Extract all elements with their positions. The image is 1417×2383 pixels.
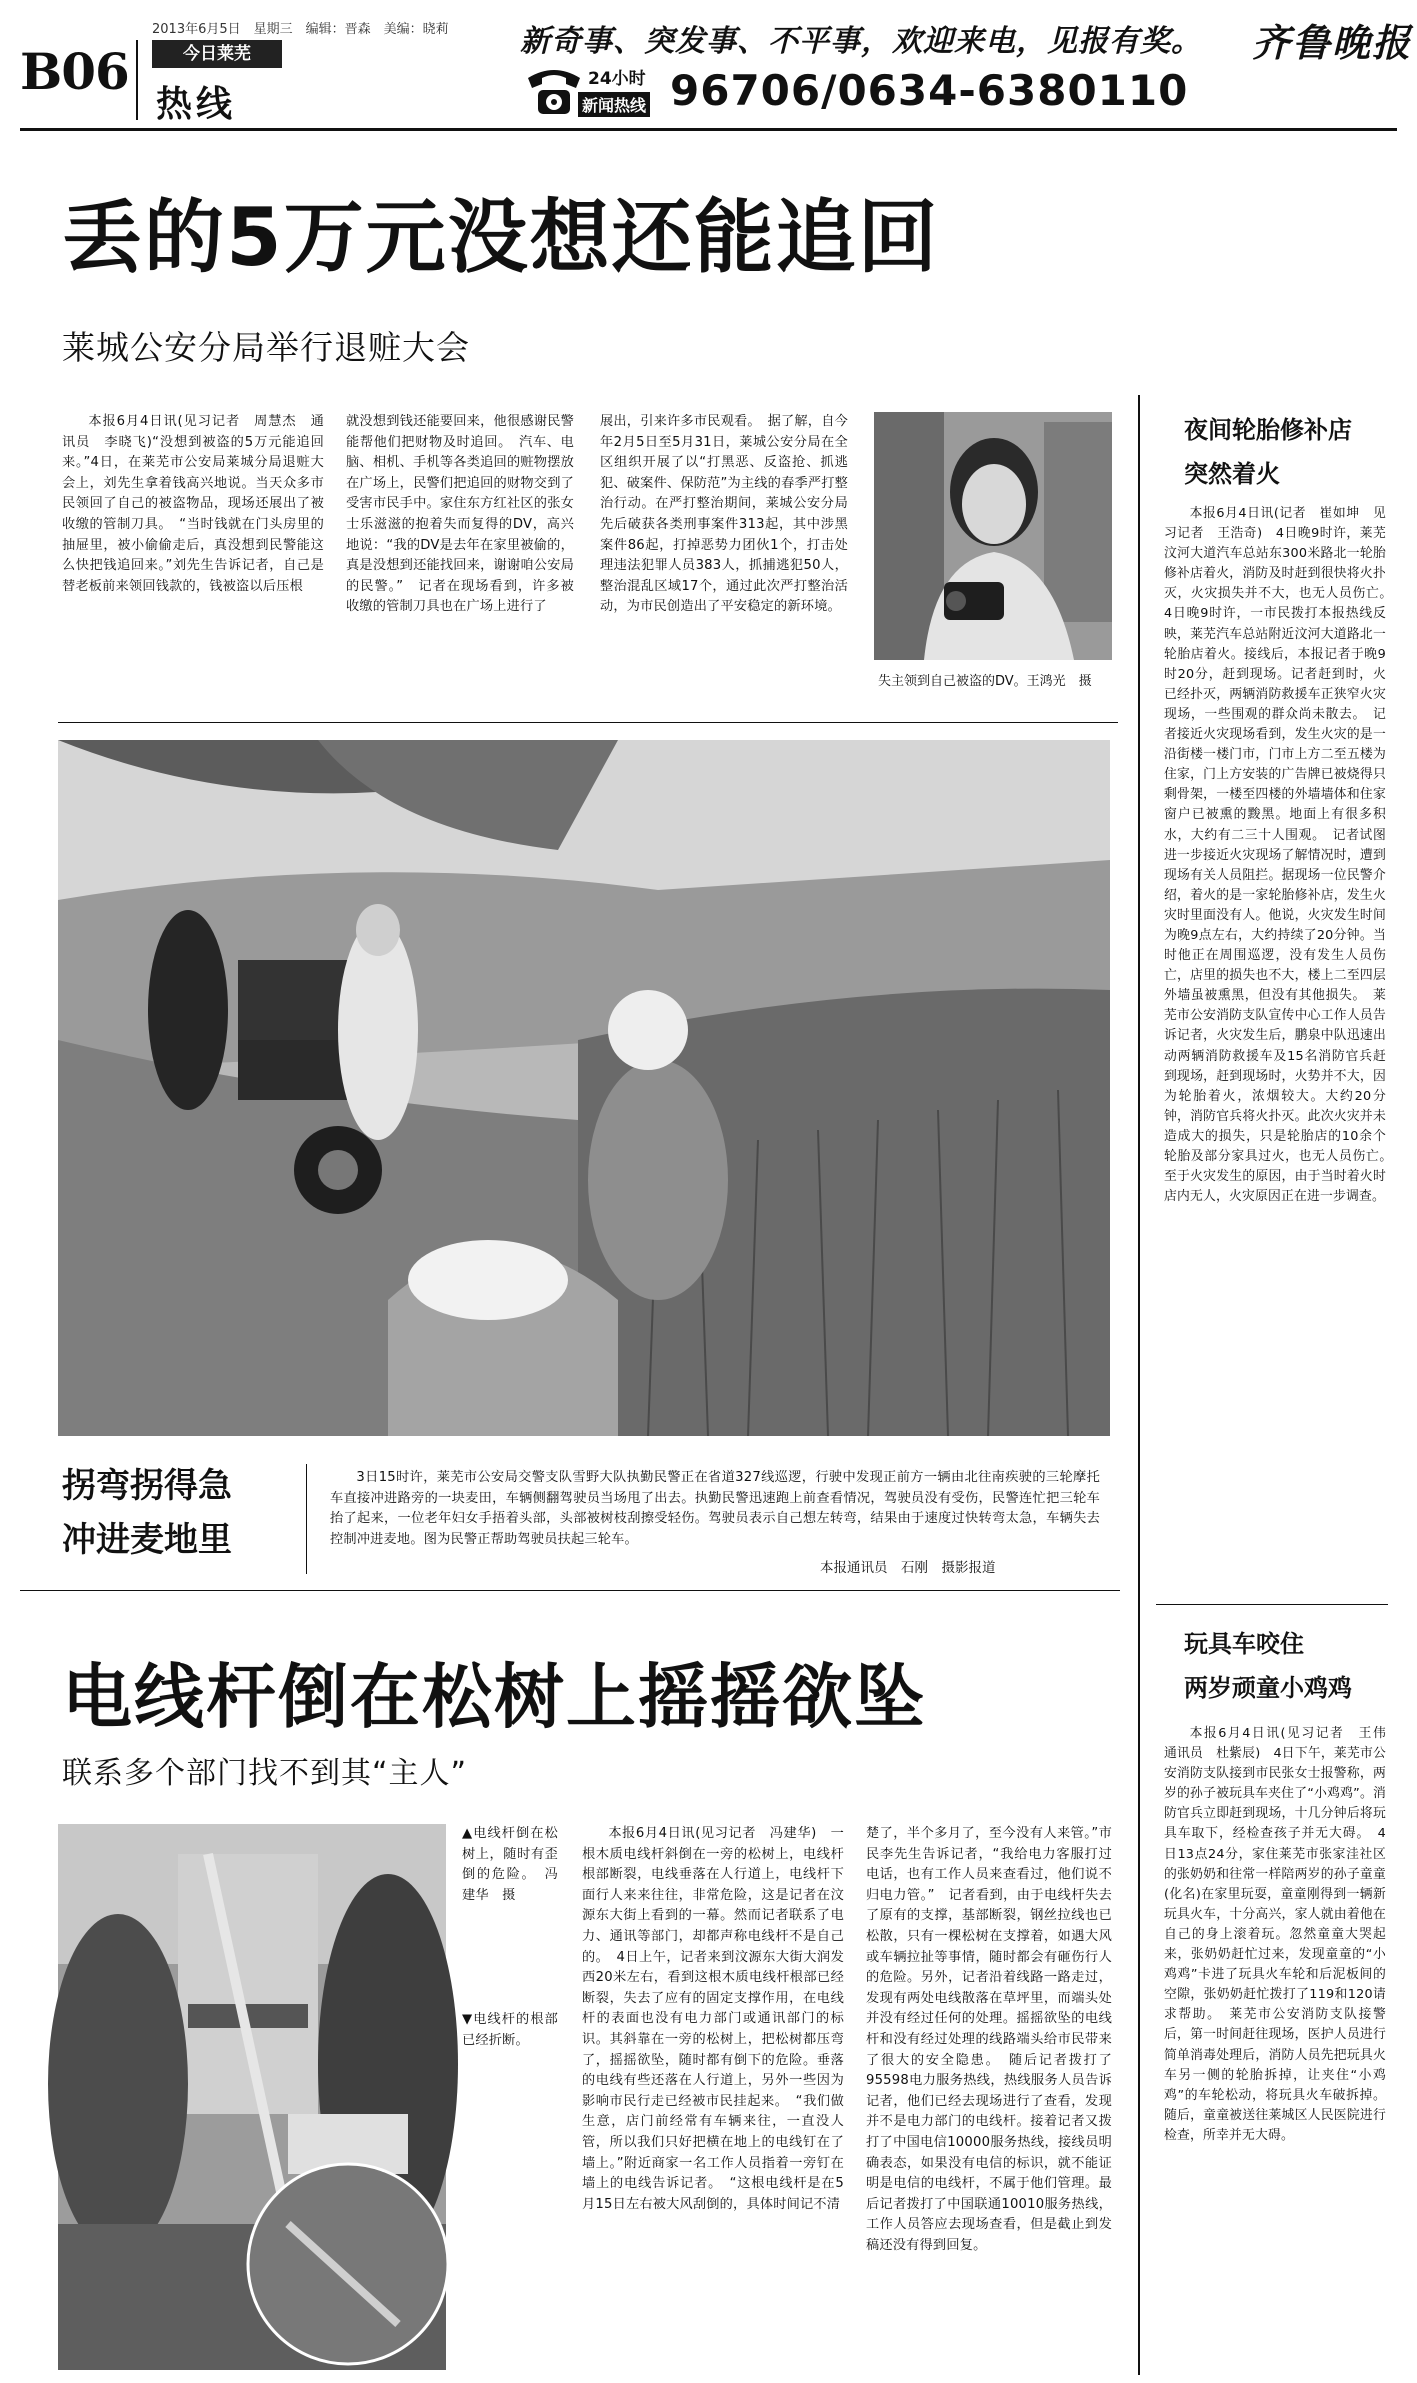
story2-photo-caption-2-text: ▼电线杆的根部已经折断。 — [462, 2012, 558, 2048]
story1-photo-caption: 失主领到自己被盗的DV。王鸿光 摄 — [878, 674, 1092, 689]
story1-col2-text: 就没想到钱还能要回来，他很感谢民警能帮他们把财物及时追回。 汽车、电脑、相机、手机等各类追回的赃物摆放在广场上，民警们把追回的财物交到了受害市民手中。家住东方红社区的张女士乐滋滋的抱着失而复得的DV，高兴地说：“我的DV是去年在家里被偷的，真是没想到还能找回来，谢谢咱公安局的民警。” 记者在现场看到，许多被收缴的管制刀具也在广场上进行了 — [346, 414, 574, 615]
story1-photo — [874, 412, 1112, 660]
story2-col2-text: 楚了，半个多月了，至今没有人来管。”市民李先生告诉记者，“我给电力客服打过电话，也有工作人员来查看过，他们说不归电力管。” 记者看到，由于电线杆失去了原有的支撑，基部断裂，钢丝拉线也已松散，只有一棵松树在支撑着，如遇大风或车辆拉扯等事情，随时都会有砸伤行人的危险。另外，记者沿着线路一路走过，发现有两处电线散落在草坪里，而端头处并没有经过任何的处理。摇摇欲坠的电线杆和没有经过处理的线路端头给市民带来了很大的安全隐患。 随后记者拨打了95598电力服务热线，热线服务人员告诉记者，他们已经去现场进行了查看，发现并不是电力部门的电线杆。接着记者又拨打了中国电信10000服务热线，接线员明确表态，如果没有电信的标识，就不能证明是电信的电线杆，不属于他们管理。最后记者拨打了中国联通10010服务热线，工作人员答应去现场查看，但是截止到发稿还没有得到回复。 — [866, 1826, 1112, 2253]
telephone-icon — [522, 60, 586, 120]
story2-column-2 — [866, 1824, 1112, 2380]
story2-subhead: 联系多个部门找不到其“主人” — [62, 1756, 468, 1791]
hotline-label-1: 24小时 — [588, 69, 646, 89]
hotline-number: 96706/0634-6380110 — [670, 66, 1189, 115]
story2-headline: 电线杆倒在松树上摇摇欲坠 — [62, 1656, 926, 1738]
header-divider — [136, 40, 138, 120]
section-name: 热线 — [156, 84, 237, 125]
story2-photo-caption-2 — [462, 2010, 558, 2090]
sidebar2-body — [1164, 1724, 1399, 2374]
date-line: 2013年6月5日 星期三 编辑：晋森 美编：晓莉 — [152, 22, 449, 37]
story2-photo-caption-1 — [462, 1824, 558, 1984]
photo-story-divider — [306, 1464, 307, 1574]
masthead-logo: 齐鲁晚报 — [1252, 20, 1413, 65]
sidebar2-headline-2: 两岁顽童小鸡鸡 — [1184, 1674, 1352, 1702]
sidebar1-headline-2: 突然着火 — [1184, 460, 1280, 488]
slogan: 新奇事、突发事、不平事，欢迎来电，见报有奖。 — [520, 24, 1202, 59]
sidebar1-body — [1164, 504, 1399, 1564]
photo-story-caption-text: 3日15时许，莱芜市公安局交警支队雪野大队执勤民警正在省道327线巡逻，行驶中发现正前方一辆由北往南疾驶的三轮摩托车直接冲进路旁的一块麦田，车辆侧翻驾驶员当场甩了出去。执勤民警迅速跑上前查看情况，驾驶员没有受伤，民警连忙把三轮车抬了起来，一位老年妇女手捂着头部，头部被树枝刮擦受轻伤。驾驶员表示自己想左转弯，结果由于速度过快转弯太急，车辆失去控制冲进麦地。图为民警正帮助驾驶员扶起三轮车。 — [330, 1470, 1100, 1547]
story1-subhead: 莱城公安分局举行退赃大会 — [62, 328, 470, 367]
section-tag: 今日莱芜 — [152, 40, 282, 68]
photo-story-caption — [330, 1468, 1100, 1552]
photo-story-title-1: 拐弯拐得急 — [62, 1466, 232, 1506]
story1-column-2 — [346, 412, 574, 727]
story2-photo-caption-1-text: ▲电线杆倒在松树上，随时有歪倒的危险。 冯建华 摄 — [462, 1826, 558, 1903]
sidebar1-body-text: 本报6月4日讯(记者 崔如坤 见习记者 王浩奇) 4日晚9时许，莱芜汶河大道汽车总站东300米路北一轮胎修补店着火，消防及时赶到很快将火扑灭，火灾损失并不大，也无人员伤亡。 4日晚9时许，一市民拨打本报热线反映，莱芜汽车总站附近汶河大道路北一轮胎店着火。接线后，本报记者于晚9时20分，赶到现场。记者赶到时，火已经扑灭，两辆消防救援车正狭窄火灾现场，一些围观的群众尚未散去。 记者接近火灾现场看到，发生火灾的是一沿街楼一楼门市，门市上方二至五楼为住家，门上方安装的广告牌已被烧得只剩骨架，一楼至四楼的外墙墙体和住家窗户已被熏的黢黑。地面上有很多积水，大约有二三十人围观。 记者试图进一步接近火灾现场了解情况时，遭到现场有关人员阻拦。据现场一位民警介绍，着火的是一家轮胎修补店，发生火灾时里面没有人。他说，火灾发生时间为晚9点左右，大约持续了20分钟。当时他正在周围巡逻，没有发生人员伤亡，店里的损失也不大，楼上二至四层外墙虽被熏黑，但没有其他损失。 莱芜市公安消防支队宣传中心工作人员告诉记者，火灾发生后，鹏泉中队迅速出动两辆消防救援车及15名消防官兵赶到现场，赶到现场时，火势并不大，因为轮胎着火，浓烟较大。大约20分钟，消防官兵将火扑灭。此次火灾并未造成大的损失，只是轮胎店的10余个轮胎及部分家具过火，也无人员伤亡。 至于火灾发生的原因，由于当时着火时店内无人，火灾原因正在进一步调查。 — [1164, 506, 1399, 1205]
sidebar-rule — [1156, 1604, 1388, 1605]
sidebar1-headline-1: 夜间轮胎修补店 — [1184, 416, 1352, 444]
story2-column-1 — [582, 1824, 844, 2380]
story1-column-3 — [600, 412, 848, 727]
sidebar-divider — [1138, 395, 1140, 2375]
story1-headline: 丢的5万元没想还能追回 — [62, 191, 940, 284]
story2-col1-text: 本报6月4日讯(见习记者 冯建华) 一根木质电线杆斜倒在一旁的松树上，电线杆根部断裂，电线垂落在人行道上，电线杆下面行人来来往往，非常危险，这是记者在汶源东大街上看到的一幕。然而记者联系了电力、通讯等部门，却都声称电线杆不是自己的。 4日上午，记者来到汶源东大街大润发西20米左右，看到这根木质电线杆根部已经断裂，失去了应有的固定支撑作用，在电线杆的表面也没有电力部门或通讯部门的标识。其斜靠在一旁的松树上，把松树都压弯了，摇摇欲坠，随时都有倒下的危险。垂落的电线有些还落在人行道上，另外一些因为影响市民行走已经被市民挂起来。 “我们做生意，店门前经常有车辆来往，一直没人管，所以我们只好把横在地上的电线钉在了墙上。”附近商家一名工作人员指着一旁钉在墙上的电线告诉记者。 “这根电线杆是在5月15日左右被大风刮倒的，具体时间记不清 — [582, 1826, 844, 2212]
sidebar2-headline-1: 玩具车咬住 — [1184, 1630, 1304, 1658]
story1-col1-text: 本报6月4日讯(见习记者 周慧杰 通讯员 李晓飞)“没想到被盗的5万元能追回来。”4日，在莱芜市公安局莱城分局退赃大会上，刘先生拿着钱高兴地说。当天众多市民领回了自己的被盗物品，现场还展出了被收缴的管制刀具。 “当时钱就在门头房里的抽屉里，被小偷偷走后，真没想到民警能这么快把钱追回来。”刘先生告诉记者，自己是替老板前来领回钱款的，钱被盗以后压根 — [62, 414, 324, 594]
story1-col3-text: 展出，引来许多市民观看。 据了解，自今年2月5日至5月31日，莱城公安分局在全区组织开展了以“打黑恶、反盗抢、抓逃犯、破案件、保防范”为主线的春季严打整治行动。在严打整治期间，莱城公安分局先后破获各类刑事案件313起，其中涉黑案件86起，打掉恶势力团伙1个，打击处理违法犯罪人员383人，抓捕逃犯50人，整治混乱区域17个，通过此次严打整治活动，为市民创造出了平安稳定的新环境。 — [600, 414, 849, 615]
page-header — [0, 0, 1417, 135]
utility-pole-photo — [58, 1824, 446, 2370]
story1-bottom-rule — [58, 722, 1118, 723]
sidebar2-body-text: 本报6月4日讯(见习记者 王伟 通讯员 杜紫辰) 4日下午，莱芜市公安消防支队接到市民张女士报警称，两岁的孙子被玩具车夹住了“小鸡鸡”。消防官兵立即赶到现场，十几分钟后将玩具车取下，经检查孩子并无大碍。 4日13点24分，家住莱芜市张家洼社区的张奶奶和往常一样陪两岁的孙子童童(化名)在家里玩耍，童童刚得到一辆新玩具火车，十分高兴，家人就由着他在自己的身上滚着玩。忽然童童大哭起来，张奶奶赶忙过来，发现童童的“小鸡鸡”卡进了玩具火车轮和后泥板间的空隙，张奶奶赶忙拨打了119和120请求帮助。 莱芜市公安消防支队接警后，第一时间赶往现场，医护人员进行简单消毒处理后，消防人员先把玩具火车另一侧的轮胎拆掉，让夹住“小鸡鸡”的车轮松动，将玩具火车破拆掉。随后，童童被送往莱城区人民医院进行检查，所幸并无大碍。 — [1164, 1726, 1399, 2143]
story1-column-1 — [62, 412, 324, 727]
photo-story-credit: 本报通讯员 石刚 摄影报道 — [820, 1560, 996, 1576]
hotline-label-2: 新闻热线 — [578, 92, 650, 117]
mid-rule — [20, 1590, 1120, 1591]
photo-story-title-2: 冲进麦地里 — [62, 1520, 232, 1560]
header-rule — [20, 128, 1397, 131]
motorcycle-wheat-field-photo — [58, 740, 1110, 1436]
page-number: B06 — [20, 42, 129, 101]
